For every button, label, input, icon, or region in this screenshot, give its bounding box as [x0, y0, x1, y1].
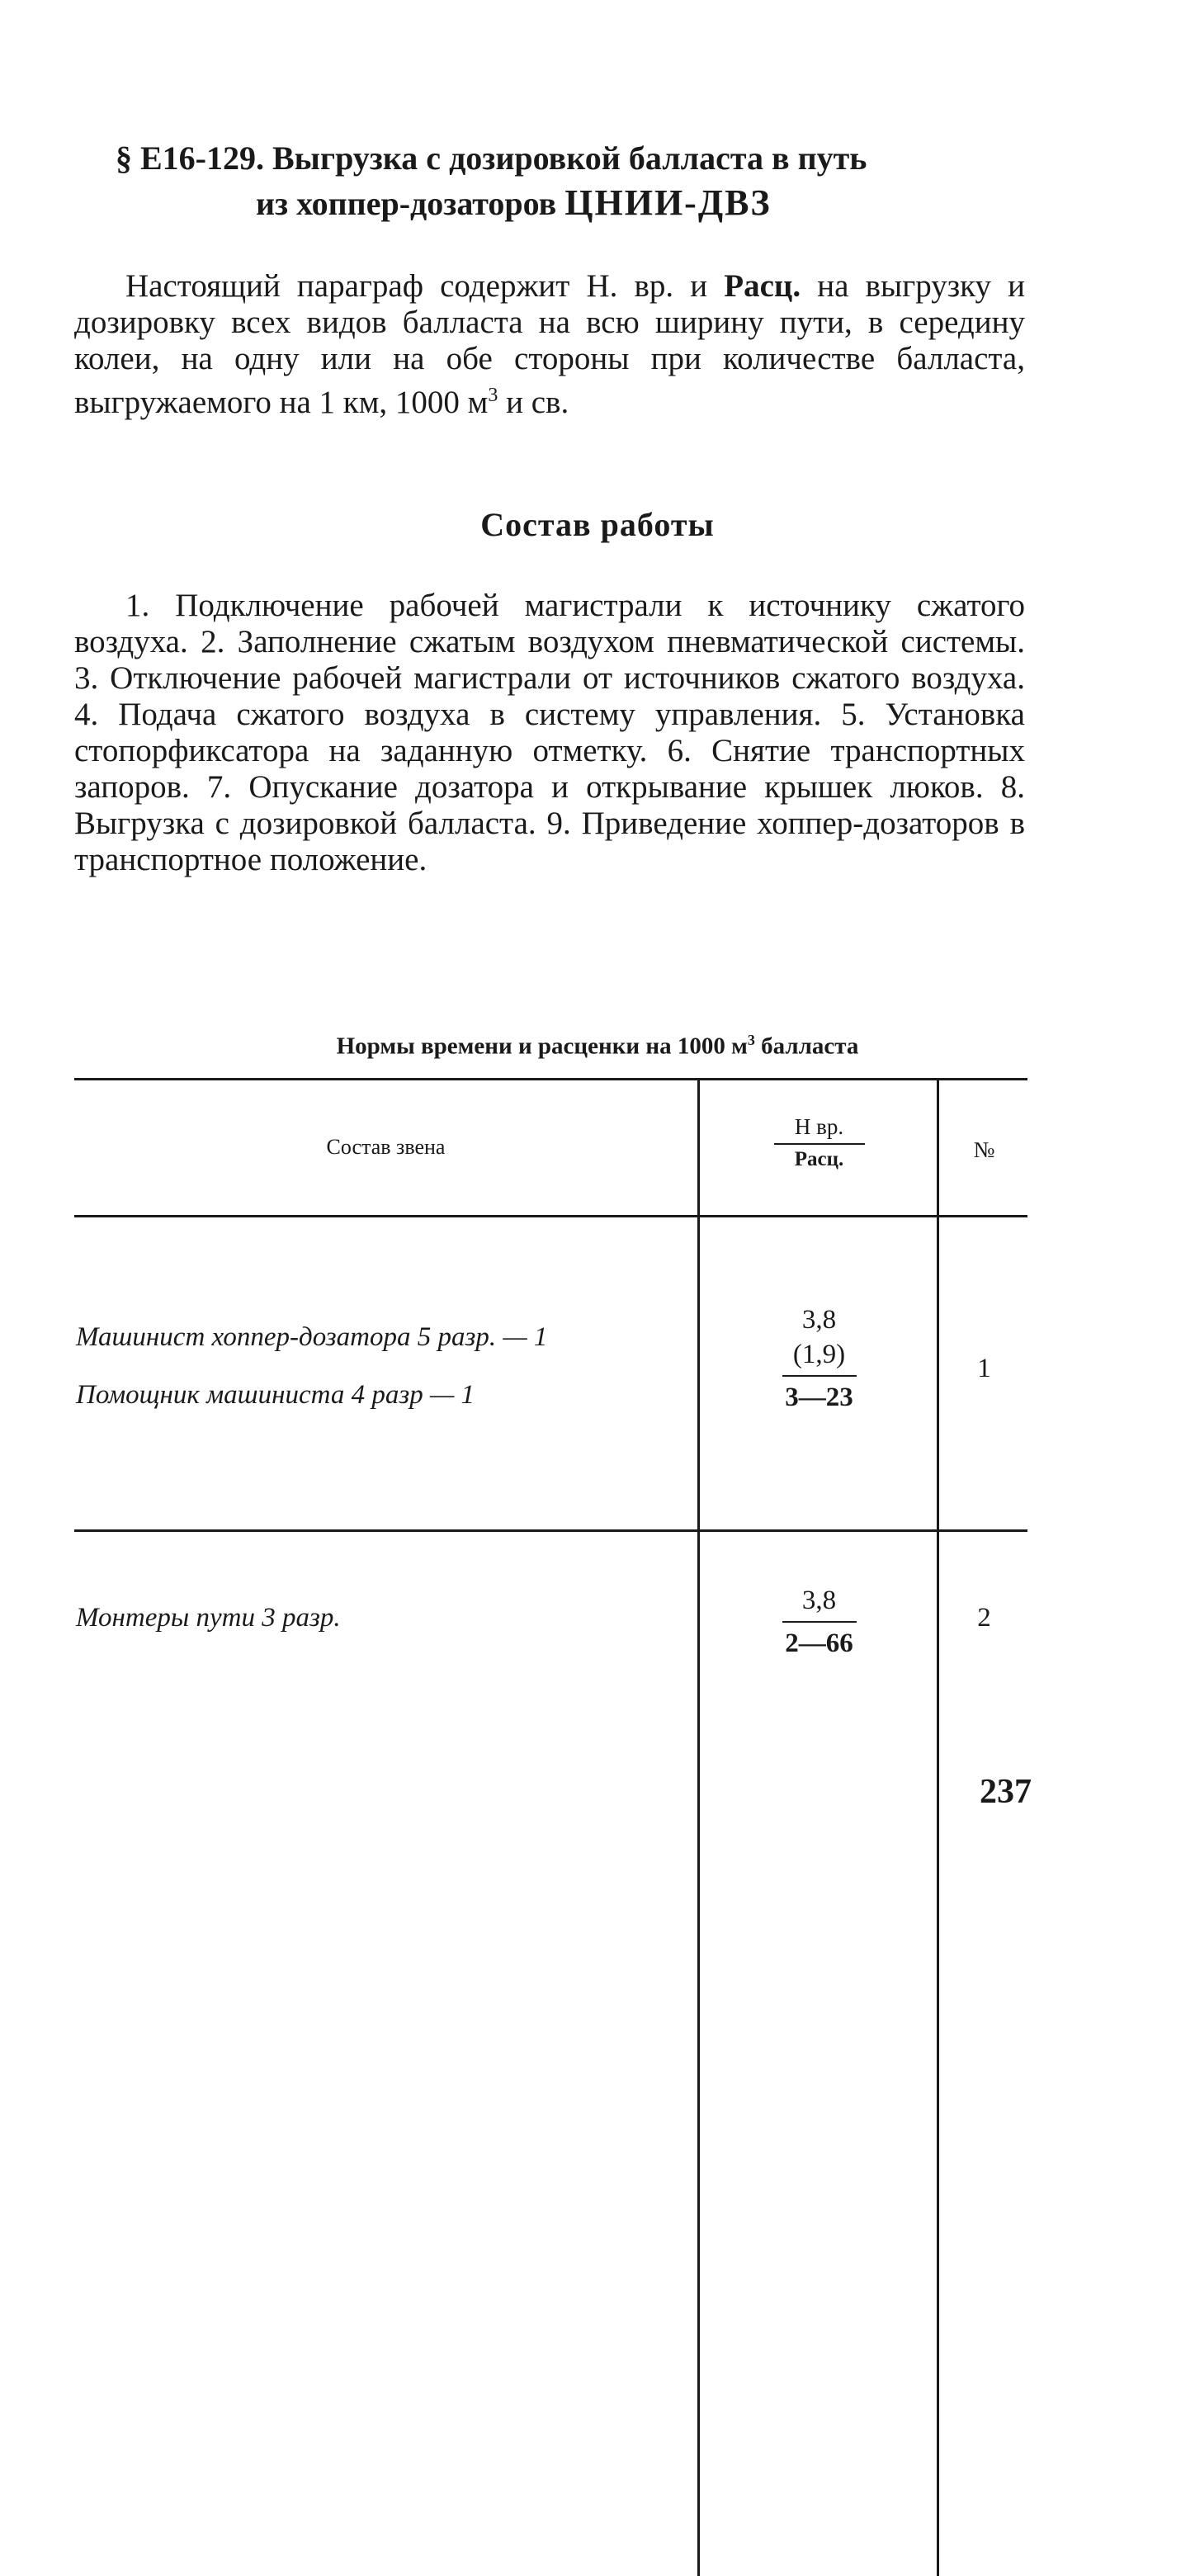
- intro-bold-term: Расц.: [724, 268, 801, 304]
- table-caption-superscript: 3: [747, 1032, 755, 1048]
- section-heading: [116, 136, 1040, 226]
- worker-name: Помощник машиниста 4 разр — 1: [76, 1380, 475, 1410]
- row-number: 2: [977, 1603, 991, 1633]
- table-column-divider-1: [697, 1078, 700, 2576]
- work-steps-paragraph: [74, 588, 1025, 878]
- rate-value: 2—66: [785, 1628, 853, 1658]
- header-fraction-bar: [774, 1143, 865, 1145]
- header-number: №: [973, 1137, 995, 1162]
- heading-line-2: [116, 181, 1040, 226]
- table-caption-text: Нормы времени и расценки на 1000 м: [336, 1033, 748, 1060]
- page-number: 237: [980, 1773, 1032, 1811]
- intro-superscript: 3: [488, 385, 498, 406]
- table-caption: [0, 1032, 1195, 1061]
- header-norm: Н вр.: [794, 1114, 844, 1139]
- norm-value: [701, 1302, 937, 1415]
- norm-time: 3,8: [801, 1305, 837, 1335]
- norm-value: [701, 1583, 937, 1661]
- intro-paragraph: [74, 268, 1025, 421]
- fraction-bar: [782, 1621, 857, 1623]
- table-row-rule: [74, 1529, 1027, 1532]
- norm-time-secondary: (1,9): [792, 1340, 846, 1369]
- table-caption-suffix: балласта: [754, 1033, 859, 1060]
- worker-name: Монтеры пути 3 разр.: [76, 1603, 341, 1633]
- work-composition-title: Состав работы: [480, 506, 715, 543]
- rate-value: 3—23: [785, 1383, 853, 1412]
- worker-name: Машинист хоппер-дозатора 5 разр. — 1: [76, 1322, 548, 1352]
- table-column-divider-2: [937, 1078, 939, 2576]
- fraction-bar: [782, 1375, 857, 1377]
- header-composition: Состав звена: [326, 1135, 446, 1159]
- work-steps-text: 1. Подключение рабочей магистрали к источнику сжатого воздуха. 2. Заполнение сжатым воздухом пневматической системы. 3. Отключение рабочей магистрали от источников сжатого воздуха. 4. Подача сжатого воздуха в систему управления. 5. Установка стопорфиксатора на заданную отметку. 6. Снятие транспортных запоров. 7. Опускание дозатора и открывание крышек люков. 8. Выгрузка с дозировкой балласта. 9. Приведение хоппер-дозаторов в транспортное положение.: [74, 588, 1025, 877]
- row-number: 1: [977, 1354, 991, 1383]
- header-norm-rate: [701, 1114, 937, 1171]
- intro-text-1: Настоящий параграф содержит Н. вр. и: [125, 268, 725, 304]
- heading-line-2-text: из хоппер-дозаторов: [256, 185, 565, 222]
- table-header-rule: [74, 1215, 1027, 1217]
- heading-machine-code: ЦНИИ-ДВЗ: [564, 182, 772, 223]
- intro-text-3: и св.: [498, 385, 569, 420]
- heading-line-1: § Е16-129. Выгрузка с дозировкой балласта в путь: [116, 139, 867, 177]
- header-rate: Расц.: [794, 1148, 844, 1170]
- norm-time: 3,8: [801, 1586, 837, 1615]
- table-top-rule: [74, 1078, 1027, 1080]
- intro-text-2: на выгрузку и дозировку всех видов балласта на всю ширину пути, в середину колеи, на одну или на обе стороны при количестве балласта, выгружаемого на 1 км, 1000 м: [74, 268, 1026, 420]
